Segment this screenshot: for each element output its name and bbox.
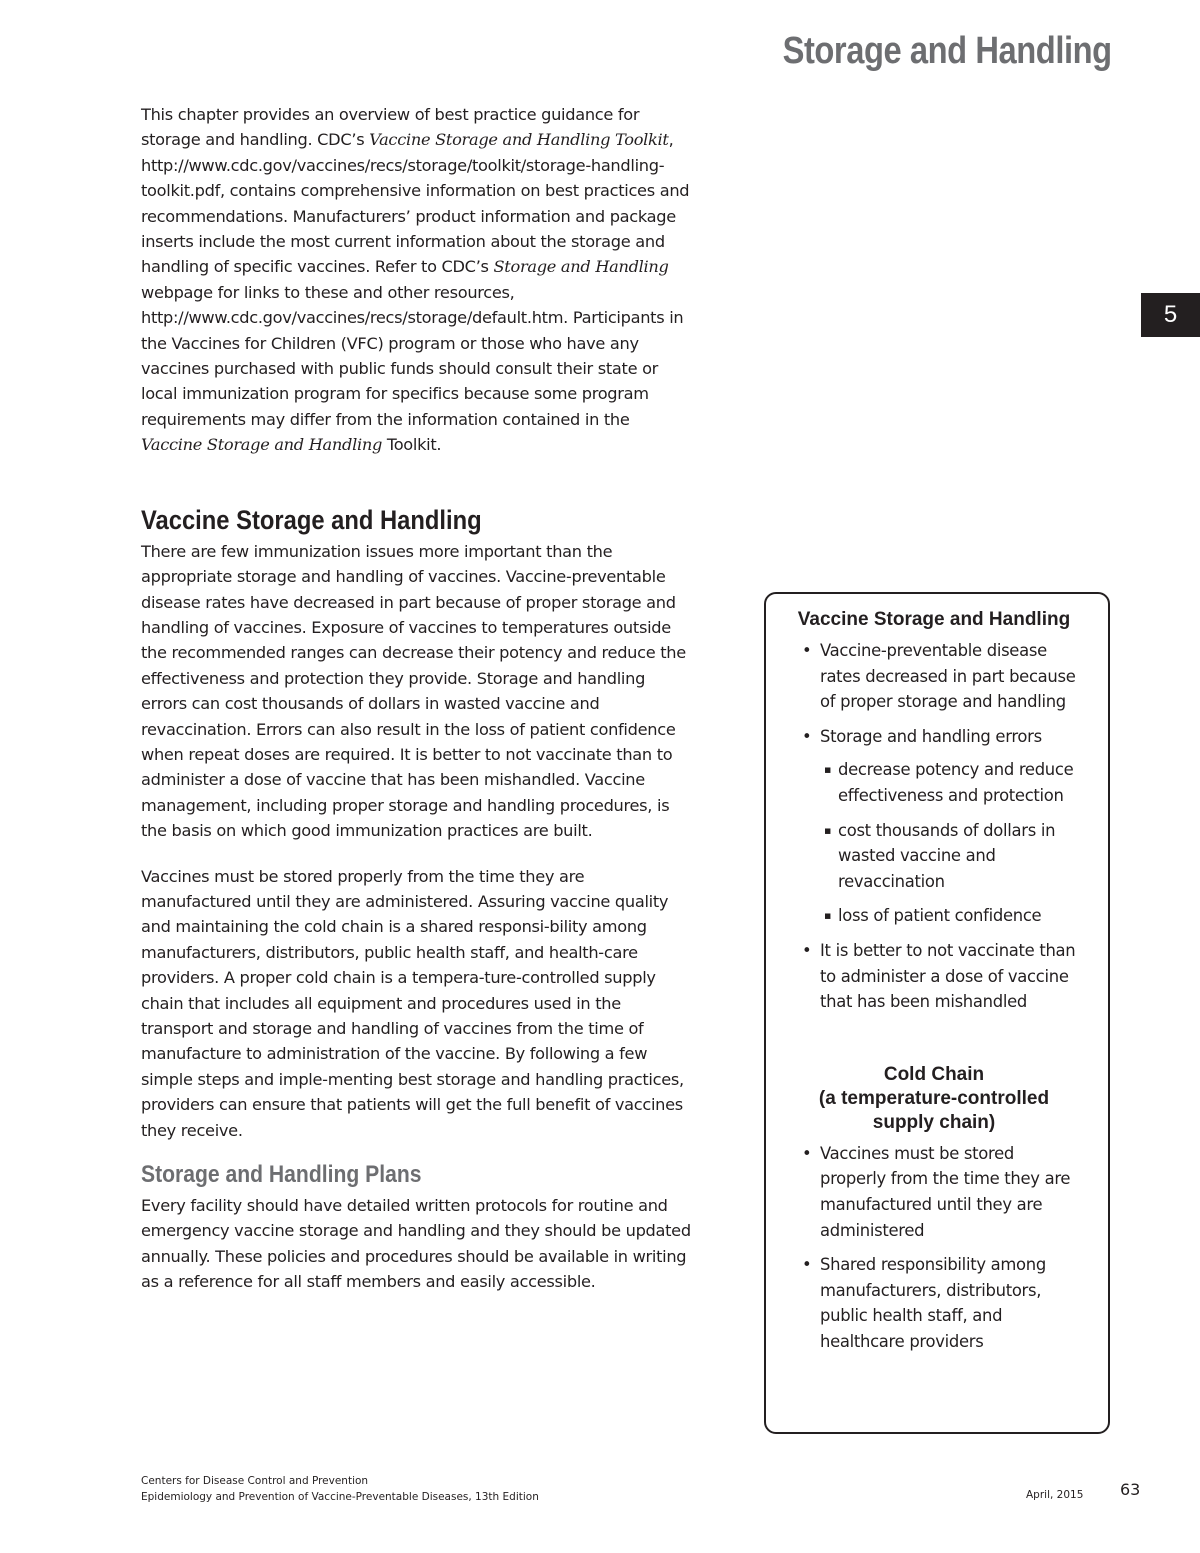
sub-list-item: ▪ decrease potency and reduce effectiveness and protection — [820, 757, 1082, 808]
intro-text-3: webpage for links to these and other resources, http://www.cdc.gov/vaccines/recs/storage/default.htm. Participants in the Vaccines for Children (VFC) program or those who have any vaccines purchased with public funds should consult their state or local immunization program for specifics because some program requirements may differ from the information contained in the — [141, 282, 684, 429]
chapter-number: 5 — [1163, 301, 1178, 328]
list-item-text: Storage and handling errors — [820, 726, 1042, 746]
sidebar-list-storage — [786, 638, 1082, 1015]
summary-sidebar — [764, 592, 1110, 1434]
cold-chain-line-1: Cold Chain — [883, 1063, 985, 1085]
intro-paragraph — [141, 102, 691, 458]
cold-chain-line-3: supply chain) — [872, 1111, 996, 1133]
list-item: • Shared responsibility among manufacturers, distributors, public health staff, and healthcare providers — [786, 1252, 1082, 1354]
sub-list-item: ▪ loss of patient confidence — [820, 903, 1082, 929]
sidebar-heading-cold-chain — [786, 1063, 1082, 1135]
chapter-number-tab — [1141, 293, 1200, 337]
sub-list — [820, 757, 1082, 929]
section1-paragraph-2: Vaccines must be stored properly from the time they are manufactured until they are administered. Assuring vaccine quality and maintaining the cold chain is a shared responsi-bility among manufacturers, distributors, public health staff, and health-care providers. A proper cold chain is a tempera-ture-controlled supply chain that includes all equipment and procedures used in the transport and storage and handling of vaccines from the time of manufacture to administration of the vaccine. By following a few simple steps and imple-menting best storage and handling practices, providers can ensure that patients will get the full benefit of vaccines they receive. — [141, 866, 684, 1140]
webpage-title: Storage and Handling — [493, 257, 669, 277]
section-heading-plans: Storage and Handling Plans — [141, 1161, 422, 1189]
main-column — [141, 102, 691, 1295]
list-item: • It is better to not vaccinate than to administer a dose of vaccine that has been mishandled — [786, 938, 1082, 1015]
intro-text-1: This chapter provides an overview of best practice guidance for storage and handling. CDC’s — [141, 105, 640, 150]
toolkit-title-2: Vaccine Storage and Handling — [141, 435, 383, 455]
intro-text-2: , http://www.cdc.gov/vaccines/recs/storage/toolkit/storage-handling-toolkit.pdf, contains comprehensive information on best practices and recommendations. Manufacturers’ product information and package inserts include the most current information about the storage and handling of specific vaccines. Refer to CDC’s — [141, 130, 690, 277]
intro-text-4: Toolkit. — [382, 435, 442, 455]
list-item: • Vaccines must be stored properly from the time they are manufactured until they are administered — [786, 1141, 1082, 1243]
section-heading-storage: Vaccine Storage and Handling — [141, 504, 482, 535]
cold-chain-line-2: (a temperature-controlled — [818, 1087, 1050, 1109]
footer-org: Centers for Disease Control and Prevention — [141, 1475, 369, 1487]
list-item: • Vaccine-preventable disease rates decreased in part because of proper storage and handling — [786, 638, 1082, 715]
sidebar-list-cold-chain — [786, 1141, 1082, 1355]
footer-date: April, 2015 — [1026, 1489, 1084, 1501]
section1-paragraph-1: There are few immunization issues more important than the appropriate storage and handling of vaccines. Vaccine-preventable disease rates have decreased in part because of proper storage and handling of vaccines. Exposure of vaccines to temperatures outside the recommended ranges can decrease their potency and reduce the effectiveness and protection they provide. Storage and handling errors can cost thousands of dollars in wasted vaccine and revaccination. Errors can also result in the loss of patient confidence when repeat doses are required. It is better to not vaccinate than to administer a dose of vaccine that has been mishandled. Vaccine management, including proper storage and handling procedures, is the basis on which good immunization practices are built. — [141, 541, 686, 841]
section2-paragraph-1: Every facility should have detailed written protocols for routine and emergency vaccine storage and handling and they should be updated annually. These policies and procedures should be available in writing as a reference for all staff members and easily accessible. — [141, 1196, 691, 1292]
sidebar-heading-storage: Vaccine Storage and Handling — [797, 609, 1071, 630]
toolkit-title: Vaccine Storage and Handling Toolkit — [369, 130, 669, 150]
footer-citation — [141, 1473, 539, 1505]
list-item — [786, 724, 1082, 929]
footer-book: Epidemiology and Prevention of Vaccine-Preventable Diseases, 13th Edition — [141, 1491, 539, 1503]
chapter-title: Storage and Handling — [782, 30, 1112, 72]
sub-list-item: ▪ cost thousands of dollars in wasted vaccine and revaccination — [820, 818, 1082, 895]
page-number: 63 — [1120, 1480, 1141, 1499]
